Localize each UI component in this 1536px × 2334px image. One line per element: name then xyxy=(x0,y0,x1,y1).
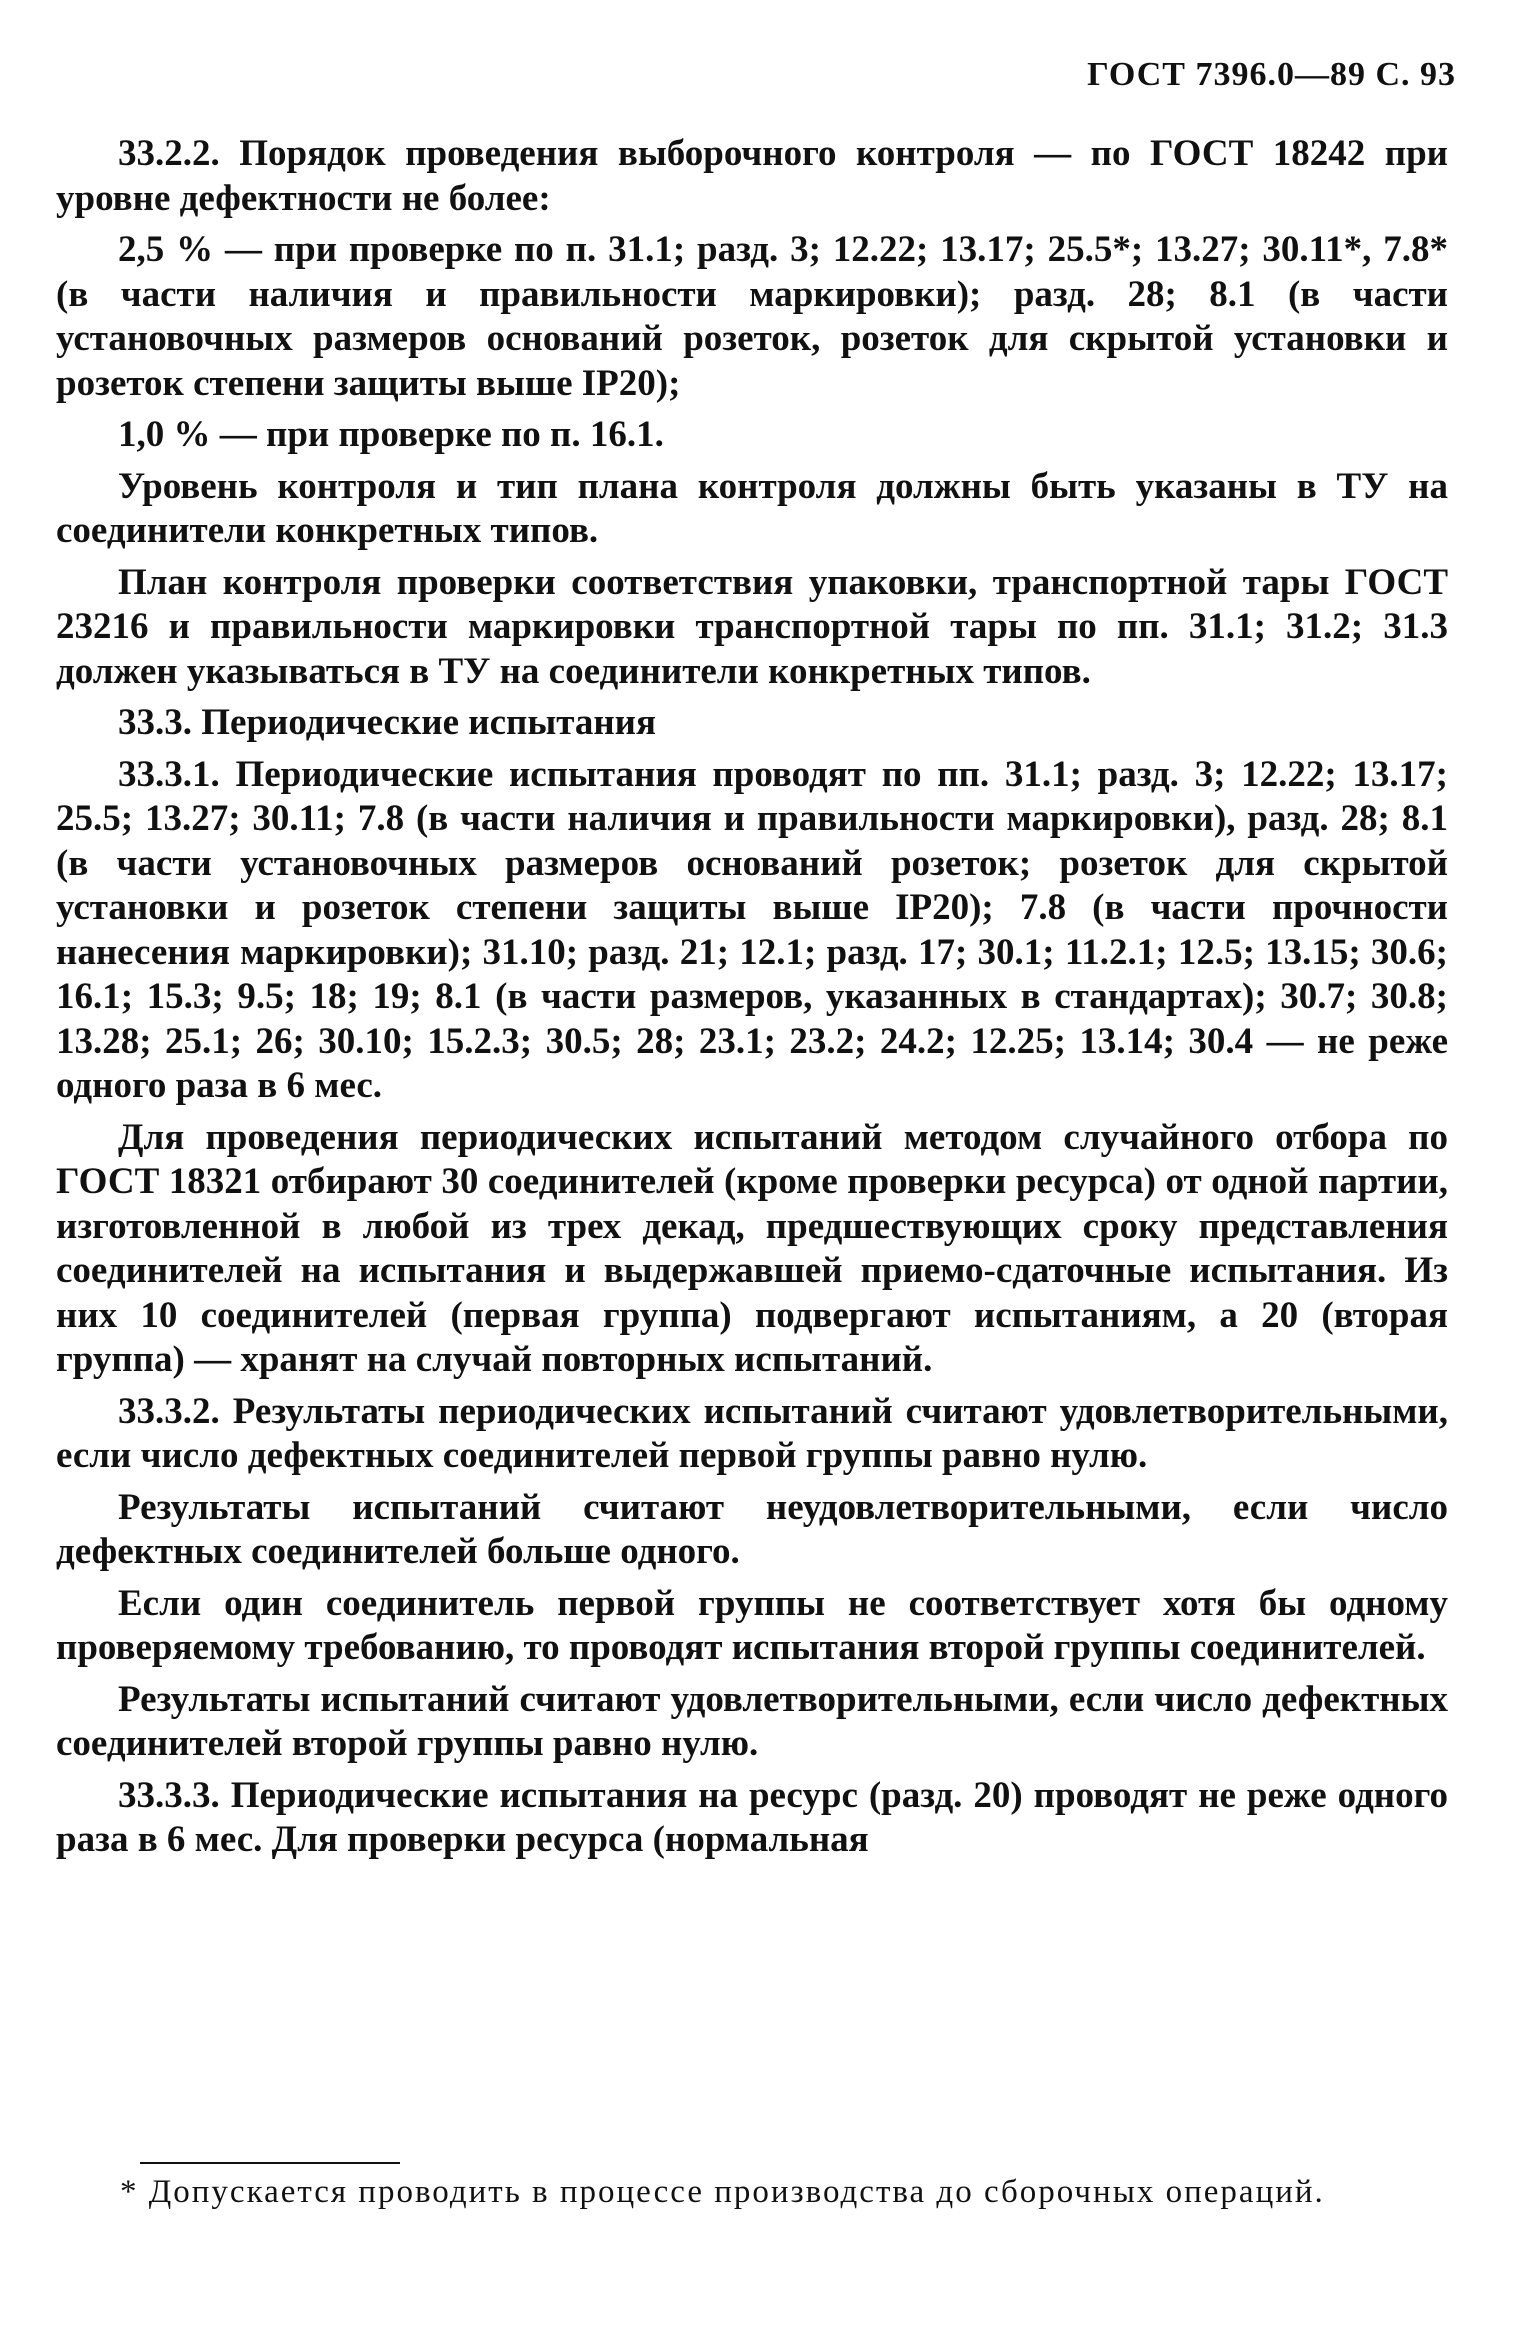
paragraph: План контроля проверки соответствия упаковки, транспортной тары ГОСТ 23216 и правильности маркировки транспортной тары по пп. 31.1; 31.2; 31.3 должен указываться в ТУ на соединители конкретных типов. xyxy=(56,561,1448,692)
paragraph: Для проведения периодических испытаний методом случайного отбора по ГОСТ 18321 отбирают 30 соединителей (кроме проверки ресурса) от одной партии, изготовленной в любой из трех декад, предшествующих сроку представления соединителей на испытания и выдержавшей приемо-сдаточные испытания. Из них 10 соединителей (первая группа) подвергают испытаниям, а 20 (вторая группа) — хранят на случай повторных испытаний. xyxy=(56,1116,1448,1380)
paragraph: 2,5 % — при проверке по п. 31.1; разд. 3; 12.22; 13.17; 25.5*; 13.27; 30.11*, 7.8* (в части наличия и правильности маркировки); разд. 28; 8.1 (в части установочных размеров оснований розеток, розеток для скрытой установки и розеток степени защиты выше IP20); xyxy=(56,229,1448,404)
paragraph: Уровень контроля и тип плана контроля должны быть указаны в ТУ на соединители конкретных типов. xyxy=(56,465,1448,551)
footnote-divider xyxy=(140,2162,400,2164)
page-header: ГОСТ 7396.0—89 С. 93 xyxy=(1087,56,1456,93)
paragraph: Результаты испытаний считают удовлетворительными, если число дефектных соединителей второй группы равно нулю. xyxy=(56,1678,1448,1764)
paragraph: 33.3.2. Результаты периодических испытаний считают удовлетворительными, если число дефектных соединителей первой группы равно нулю. xyxy=(56,1390,1448,1476)
paragraph: 33.3.3. Периодические испытания на ресурс (разд. 20) проводят не реже одного раза в 6 мес. Для проверки ресурса (нормальная xyxy=(56,1774,1448,1860)
paragraph: 33.3.1. Периодические испытания проводят по пп. 31.1; разд. 3; 12.22; 13.17; 25.5; 13.27; 30.11; 7.8 (в части наличия и правильности маркировки), разд. 28; 8.1 (в части установочных размеров оснований розеток; розеток для скрытой установки и розеток степени защиты выше IP20); 7.8 (в части прочности нанесения маркировки); 31.10; разд. 21; 12.1; разд. 17; 30.1; 11.2.1; 12.5; 13.15; 30.6; 16.1; 15.3; 9.5; 18; 19; 8.1 (в части размеров, указанных в стандартах); 30.7; 30.8; 13.28; 25.1; 26; 30.10; 15.2.3; 30.5; 28; 23.1; 23.2; 24.2; 12.25; 13.14; 30.4 — не реже одного раза в 6 мес. xyxy=(56,753,1448,1106)
paragraph: Если один соединитель первой группы не соответствует хотя бы одному проверяемому требованию, то проводят испытания второй группы соединителей. xyxy=(56,1582,1448,1668)
paragraph: 33.2.2. Порядок проведения выборочного контроля — по ГОСТ 18242 при уровне дефектности не более: xyxy=(56,133,1448,219)
section-heading: 33.3. Периодические испытания xyxy=(118,702,657,743)
paragraph: Результаты испытаний считают неудовлетворительными, если число дефектных соединителей больше одного. xyxy=(56,1486,1448,1572)
paragraph: 1,0 % — при проверке по п. 16.1. xyxy=(118,414,664,455)
document-body xyxy=(56,132,1448,1870)
footnote: * Допускается проводить в процессе производства до сборочных операций. xyxy=(120,2174,1325,2210)
